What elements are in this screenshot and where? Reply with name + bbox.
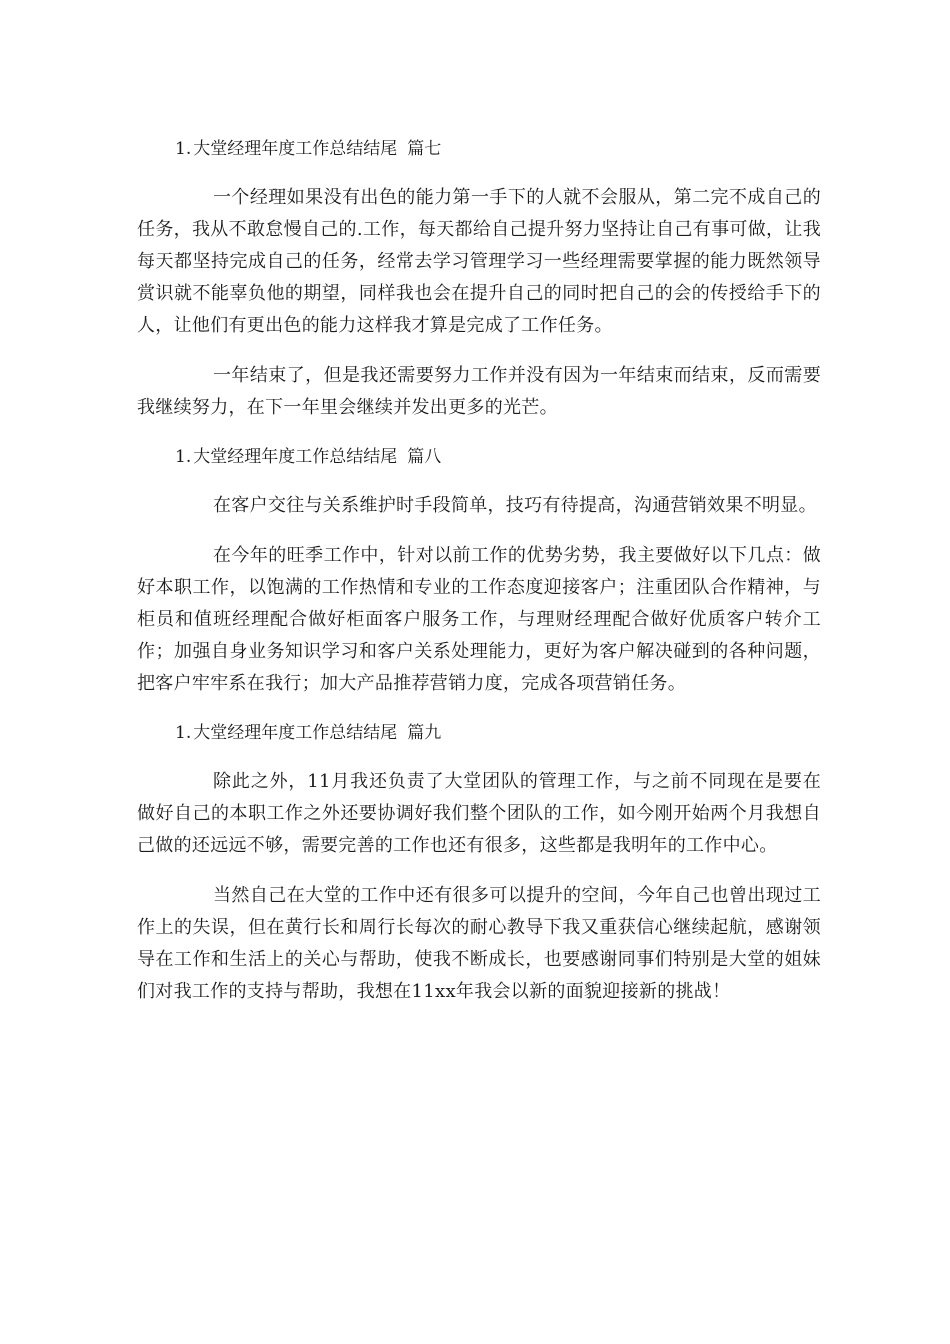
heading-part: 篇九	[407, 723, 442, 743]
section-part-7	[137, 134, 821, 424]
heading-title: 大堂经理年度工作总结结尾	[193, 447, 398, 467]
heading-part: 篇八	[407, 447, 442, 467]
heading-number: 1.	[175, 139, 192, 159]
paragraph: 在今年的旺季工作中，针对以前工作的优势劣势，我主要做好以下几点：做好本职工作，以饱满的工作热情和专业的工作态度迎接客户；注重团队合作精神，与柜员和值班经理配合做好柜面客户服务工作，与理财经理配合做好优质客户转介工作；加强自身业务知识学习和客户关系处理能力，更好为客户解决碰到的各种问题，把客户牢牢系在我行；加大产品推荐营销力度，完成各项营销任务。	[137, 545, 821, 694]
paragraph: 一年结束了，但是我还需要努力工作并没有因为一年结束而结束，反而需要我继续努力，在下一年里会继续并发出更多的光芒。	[137, 365, 821, 418]
section-part-9	[137, 718, 821, 1008]
paragraph: 在客户交往与关系维护时手段简单，技巧有待提高，沟通营销效果不明显。	[213, 495, 817, 516]
section-heading	[175, 442, 821, 472]
paragraph: 一个经理如果没有出色的能力第一手下的人就不会服从，第二完不成自己的任务，我从不敢怠慢自己的.工作，每天都给自己提升努力坚持让自己有事可做，让我每天都坚持完成自己的任务，经常去学习管理学习一些经理需要掌握的能力既然领导赏识就不能辜负他的期望，同样我也会在提升自己的同时把自己的会的传授给手下的人，让他们有更出色的能力这样我才算是完成了工作任务。	[137, 187, 821, 336]
heading-number: 1.	[175, 447, 192, 467]
heading-title: 大堂经理年度工作总结结尾	[193, 139, 398, 159]
heading-number: 1.	[175, 723, 192, 743]
heading-title: 大堂经理年度工作总结结尾	[193, 723, 398, 743]
paragraph: 除此之外，11月我还负责了大堂团队的管理工作，与之前不同现在是要在做好自己的本职工作之外还要协调好我们整个团队的工作，如今刚开始两个月我想自己做的还远远不够，需要完善的工作也还有很多，这些都是我明年的工作中心。	[137, 771, 821, 856]
section-part-8	[137, 442, 821, 700]
section-heading	[175, 134, 821, 164]
paragraph: 当然自己在大堂的工作中还有很多可以提升的空间，今年自己也曾出现过工作上的失误，但在黄行长和周行长每次的耐心教导下我又重获信心继续起航，感谢领导在工作和生活上的关心与帮助，使我不断成长，也要感谢同事们特别是大堂的姐妹们对我工作的支持与帮助，我想在11xx年我会以新的面貌迎接新的挑战！	[137, 885, 821, 1002]
document-body	[137, 134, 821, 1026]
section-heading	[175, 718, 821, 748]
heading-part: 篇七	[407, 139, 442, 159]
